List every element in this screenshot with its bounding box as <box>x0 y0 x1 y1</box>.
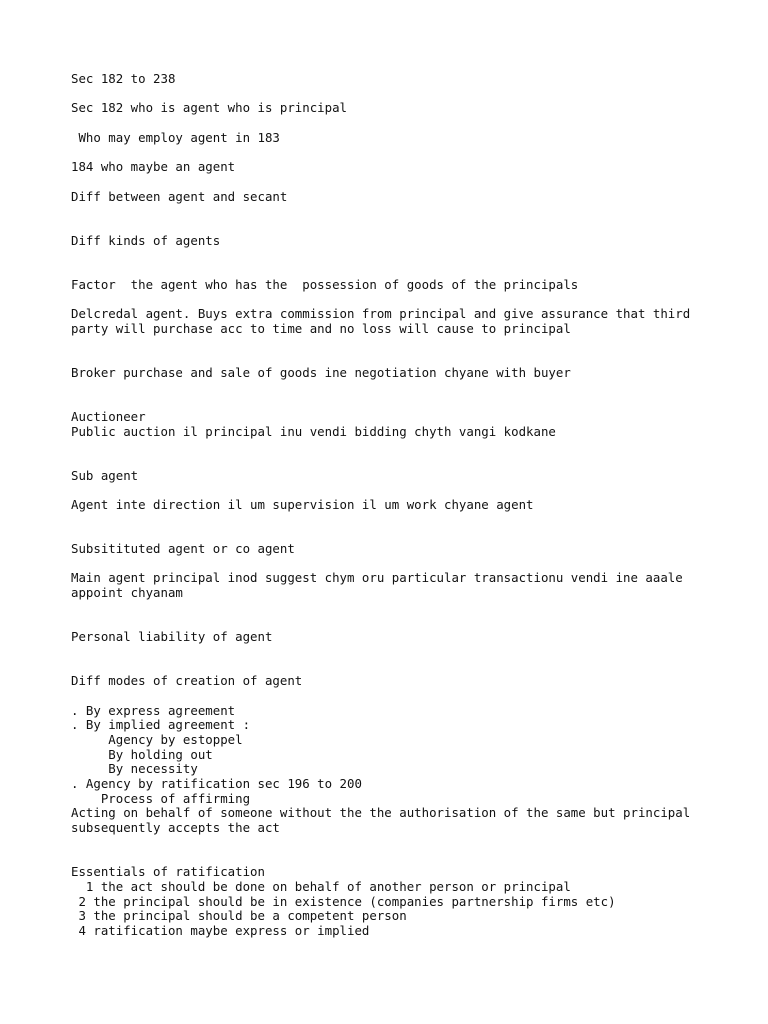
blank-line <box>71 380 731 395</box>
text-line: Diff kinds of agents <box>71 232 221 248</box>
text-line: Acting on behalf of someone without the the authorisation of the same but principal <box>71 805 691 821</box>
text-line: 1 the act should be done on behalf of another person or principal <box>71 878 571 894</box>
text-line: Process of affirming <box>71 790 251 806</box>
blank-line <box>71 645 731 660</box>
text-line: . By implied agreement : <box>71 717 251 733</box>
blank-line <box>71 248 731 263</box>
blank-line <box>71 175 731 190</box>
text-line: . By express agreement <box>71 702 236 718</box>
blank-line <box>71 601 731 616</box>
text-line: Factor the agent who has the possession of goods of the principals <box>71 276 579 292</box>
text-line: . Agency by ratification sec 196 to 200 <box>71 776 362 791</box>
blank-line <box>71 615 731 630</box>
blank-line <box>71 87 731 102</box>
blank-line <box>71 454 731 469</box>
blank-line <box>71 527 731 542</box>
blank-line <box>71 395 731 410</box>
blank-line <box>71 660 731 675</box>
text-line: Auctioneer <box>71 408 146 424</box>
blank-line <box>71 263 731 278</box>
text-line: 4 ratification maybe express or implied <box>71 922 370 938</box>
blank-line <box>71 513 731 528</box>
text-line: appoint chyanam <box>71 585 183 601</box>
document-body <box>71 72 731 939</box>
text-line: Sec 182 to 238 <box>71 71 176 86</box>
text-line: Sub agent <box>71 467 139 483</box>
text-line: Diff modes of creation of agent <box>71 673 303 689</box>
blank-line <box>71 204 731 219</box>
text-line: Essentials of ratification <box>71 864 265 880</box>
text-line: Diff between agent and secant <box>71 188 288 204</box>
text-line: Personal liability of agent <box>71 629 273 645</box>
blank-line <box>71 292 731 307</box>
text-line: Agency by estoppel <box>71 731 243 747</box>
text-line: Main agent principal inod suggest chym oru particular transactionu vendi ine aaale <box>71 570 683 586</box>
text-line: Agent inte direction il um supervision il um work chyane agent <box>71 496 534 512</box>
text-line: By necessity <box>71 761 198 777</box>
text-line: Public auction il principal inu vendi bidding chyth vangi kodkane <box>71 423 556 439</box>
text-line: party will purchase acc to time and no loss will cause to principal <box>71 320 571 336</box>
text-line: Sec 182 who is agent who is principal <box>71 100 348 116</box>
blank-line <box>71 219 731 234</box>
text-line: Subsitituted agent or co agent <box>71 541 295 556</box>
blank-line <box>71 336 731 351</box>
text-line: By holding out <box>71 746 213 762</box>
text-line: Broker purchase and sale of goods ine negotiation chyane with buyer <box>71 364 571 380</box>
blank-line <box>71 351 731 366</box>
text-line: subsequently accepts the act <box>71 820 280 836</box>
blank-line <box>71 483 731 498</box>
text-line: 2 the principal should be in existence (companies partnership firms etc) <box>71 893 616 909</box>
text-line: 184 who maybe an agent <box>71 159 236 175</box>
text-line: 3 the principal should be a competent person <box>71 908 407 924</box>
blank-line <box>71 689 731 704</box>
blank-line <box>71 439 731 454</box>
blank-line <box>71 850 731 865</box>
text-line: Who may employ agent in 183 <box>71 129 280 145</box>
blank-line <box>71 145 731 160</box>
text-line: Delcredal agent. Buys extra commission from principal and give assurance that third <box>71 306 691 321</box>
blank-line <box>71 557 731 572</box>
blank-line <box>71 836 731 851</box>
blank-line <box>71 116 731 131</box>
